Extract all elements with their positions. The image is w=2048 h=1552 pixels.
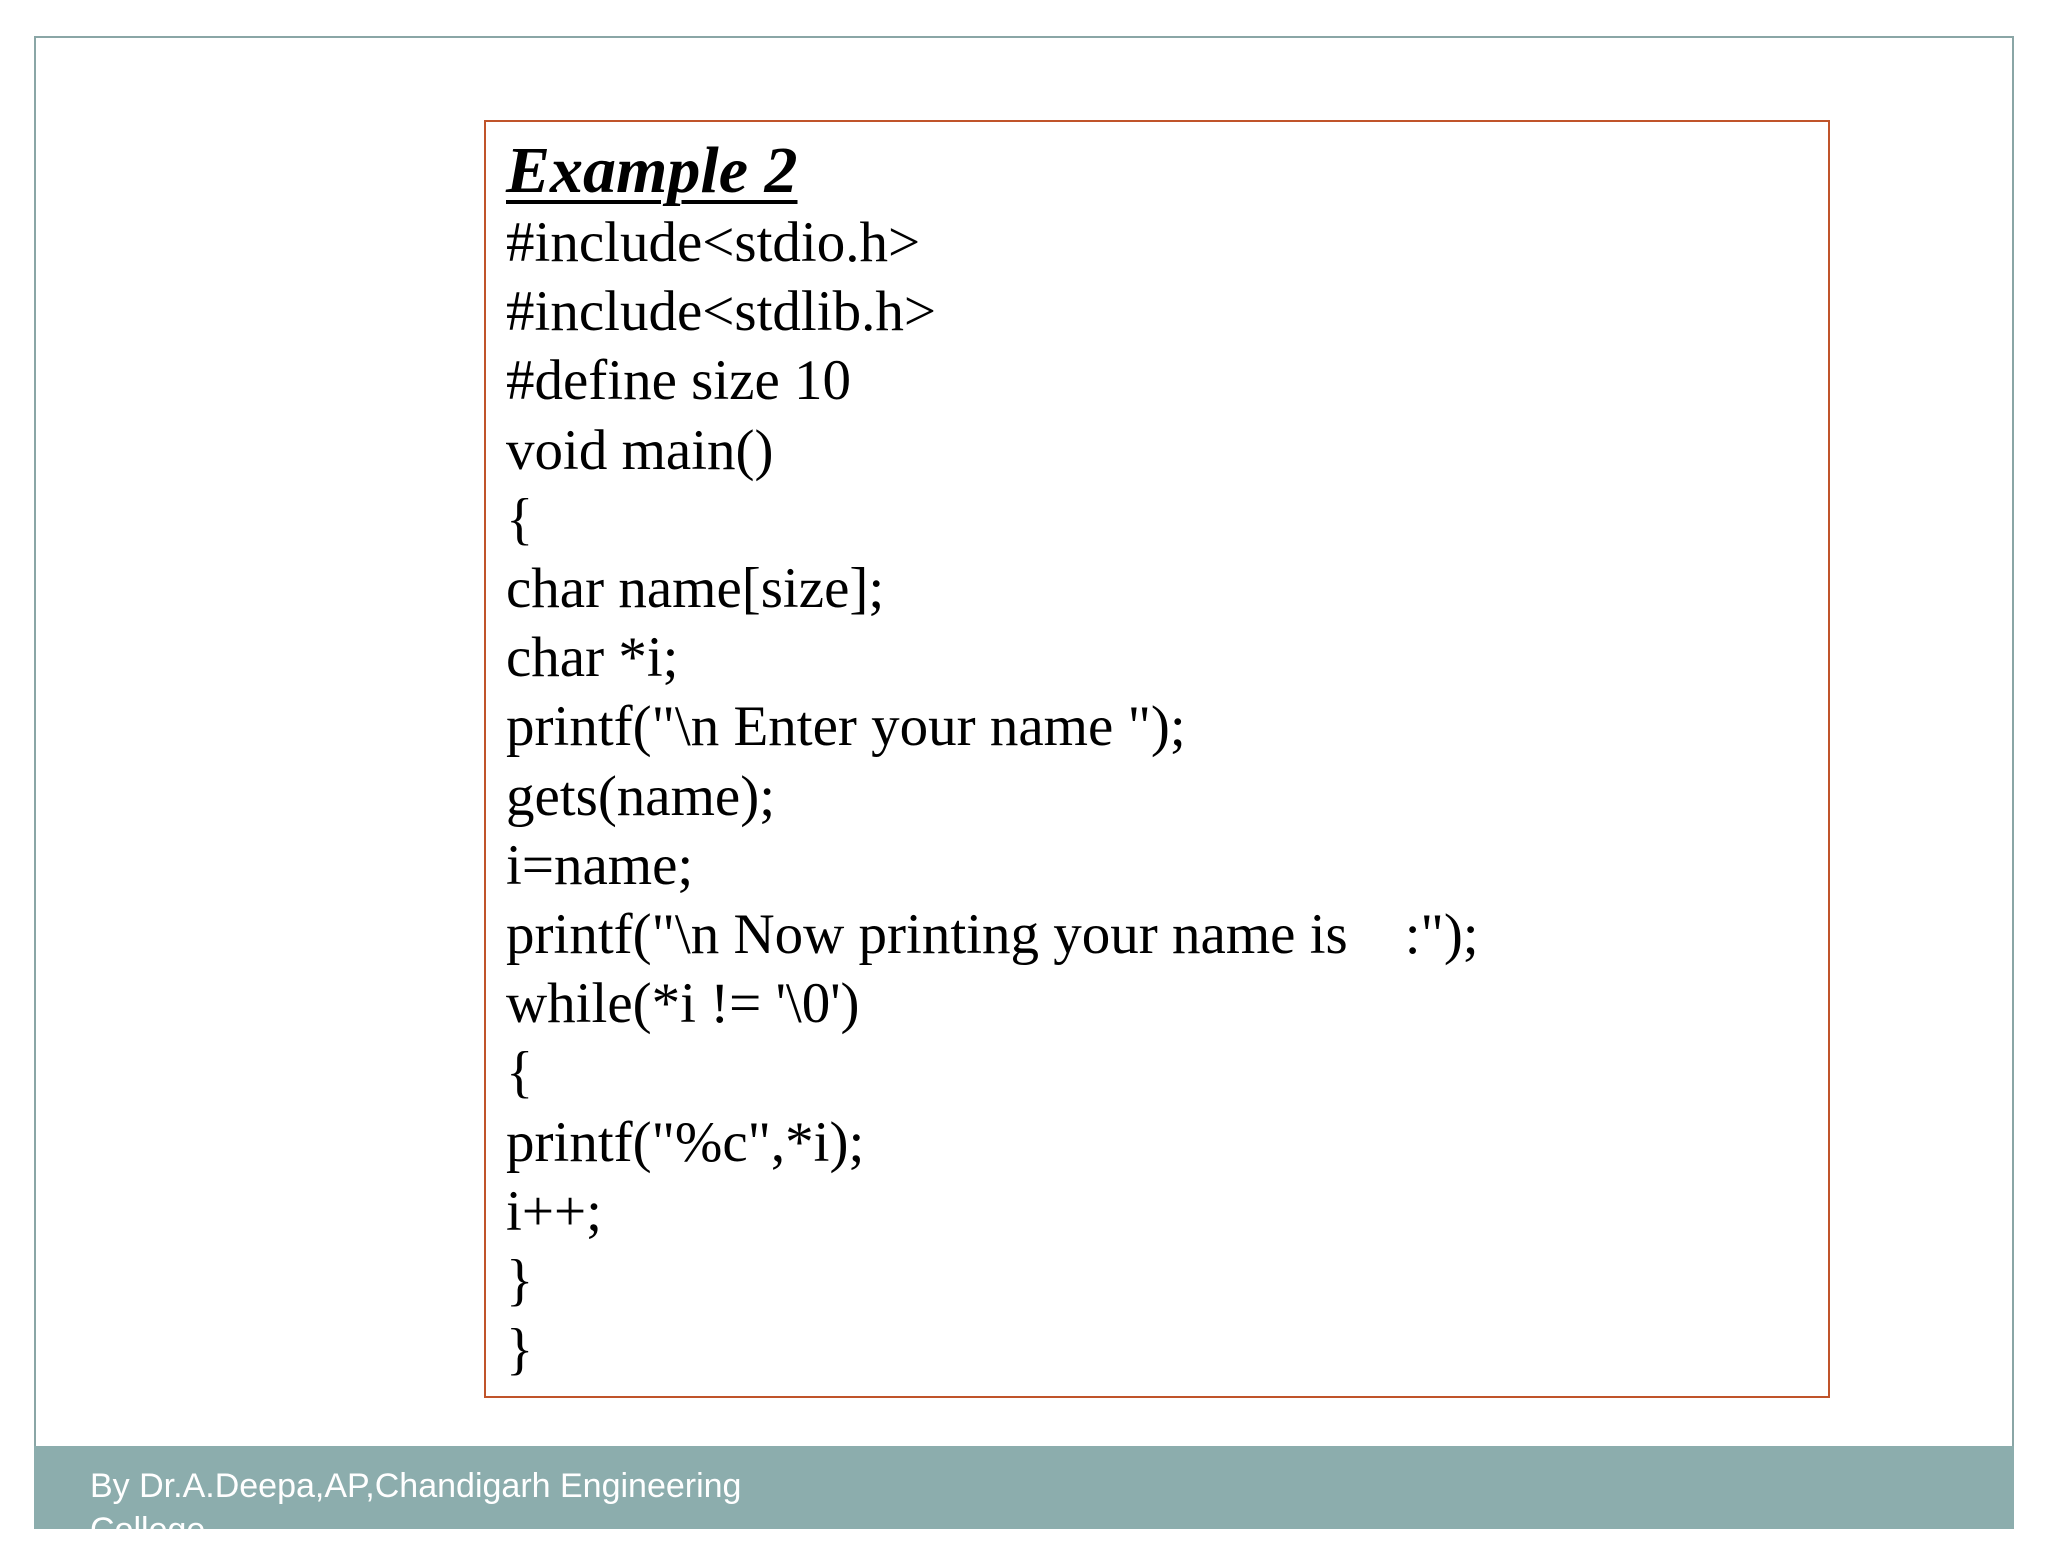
code-example-box [484,120,1830,1398]
code-line-12: while(*i != '\0') [506,972,860,1036]
code-line-6: char name[size]; [506,557,885,621]
code-line-4: void main() [506,418,774,482]
code-line-9: gets(name); [506,764,776,828]
code-line-8: printf("\n Enter your name "); [506,695,1186,759]
code-line-1: #include<stdio.h> [506,211,921,274]
footer-author-text: By Dr.A.Deepa,AP,Chandigarh Engineering College [90,1467,742,1549]
code-line-17: } [506,1318,534,1382]
code-listing [506,208,1828,1384]
code-line-14: printf("%c",*i); [506,1110,865,1174]
code-line-11: printf("\n Now printing your name is :"); [506,903,1479,967]
code-line-16: } [506,1249,534,1313]
code-line-2: #include<stdlib.h> [506,280,937,344]
code-line-5: { [506,487,534,551]
code-line-10: i=name; [506,833,694,897]
code-line-3: #define size 10 [506,349,852,413]
footer-bar [34,1446,2014,1549]
code-line-7: char *i; [506,626,679,690]
example-title: Example 2 [506,134,798,207]
code-line-15: i++; [506,1179,602,1243]
code-line-13: { [506,1041,534,1105]
